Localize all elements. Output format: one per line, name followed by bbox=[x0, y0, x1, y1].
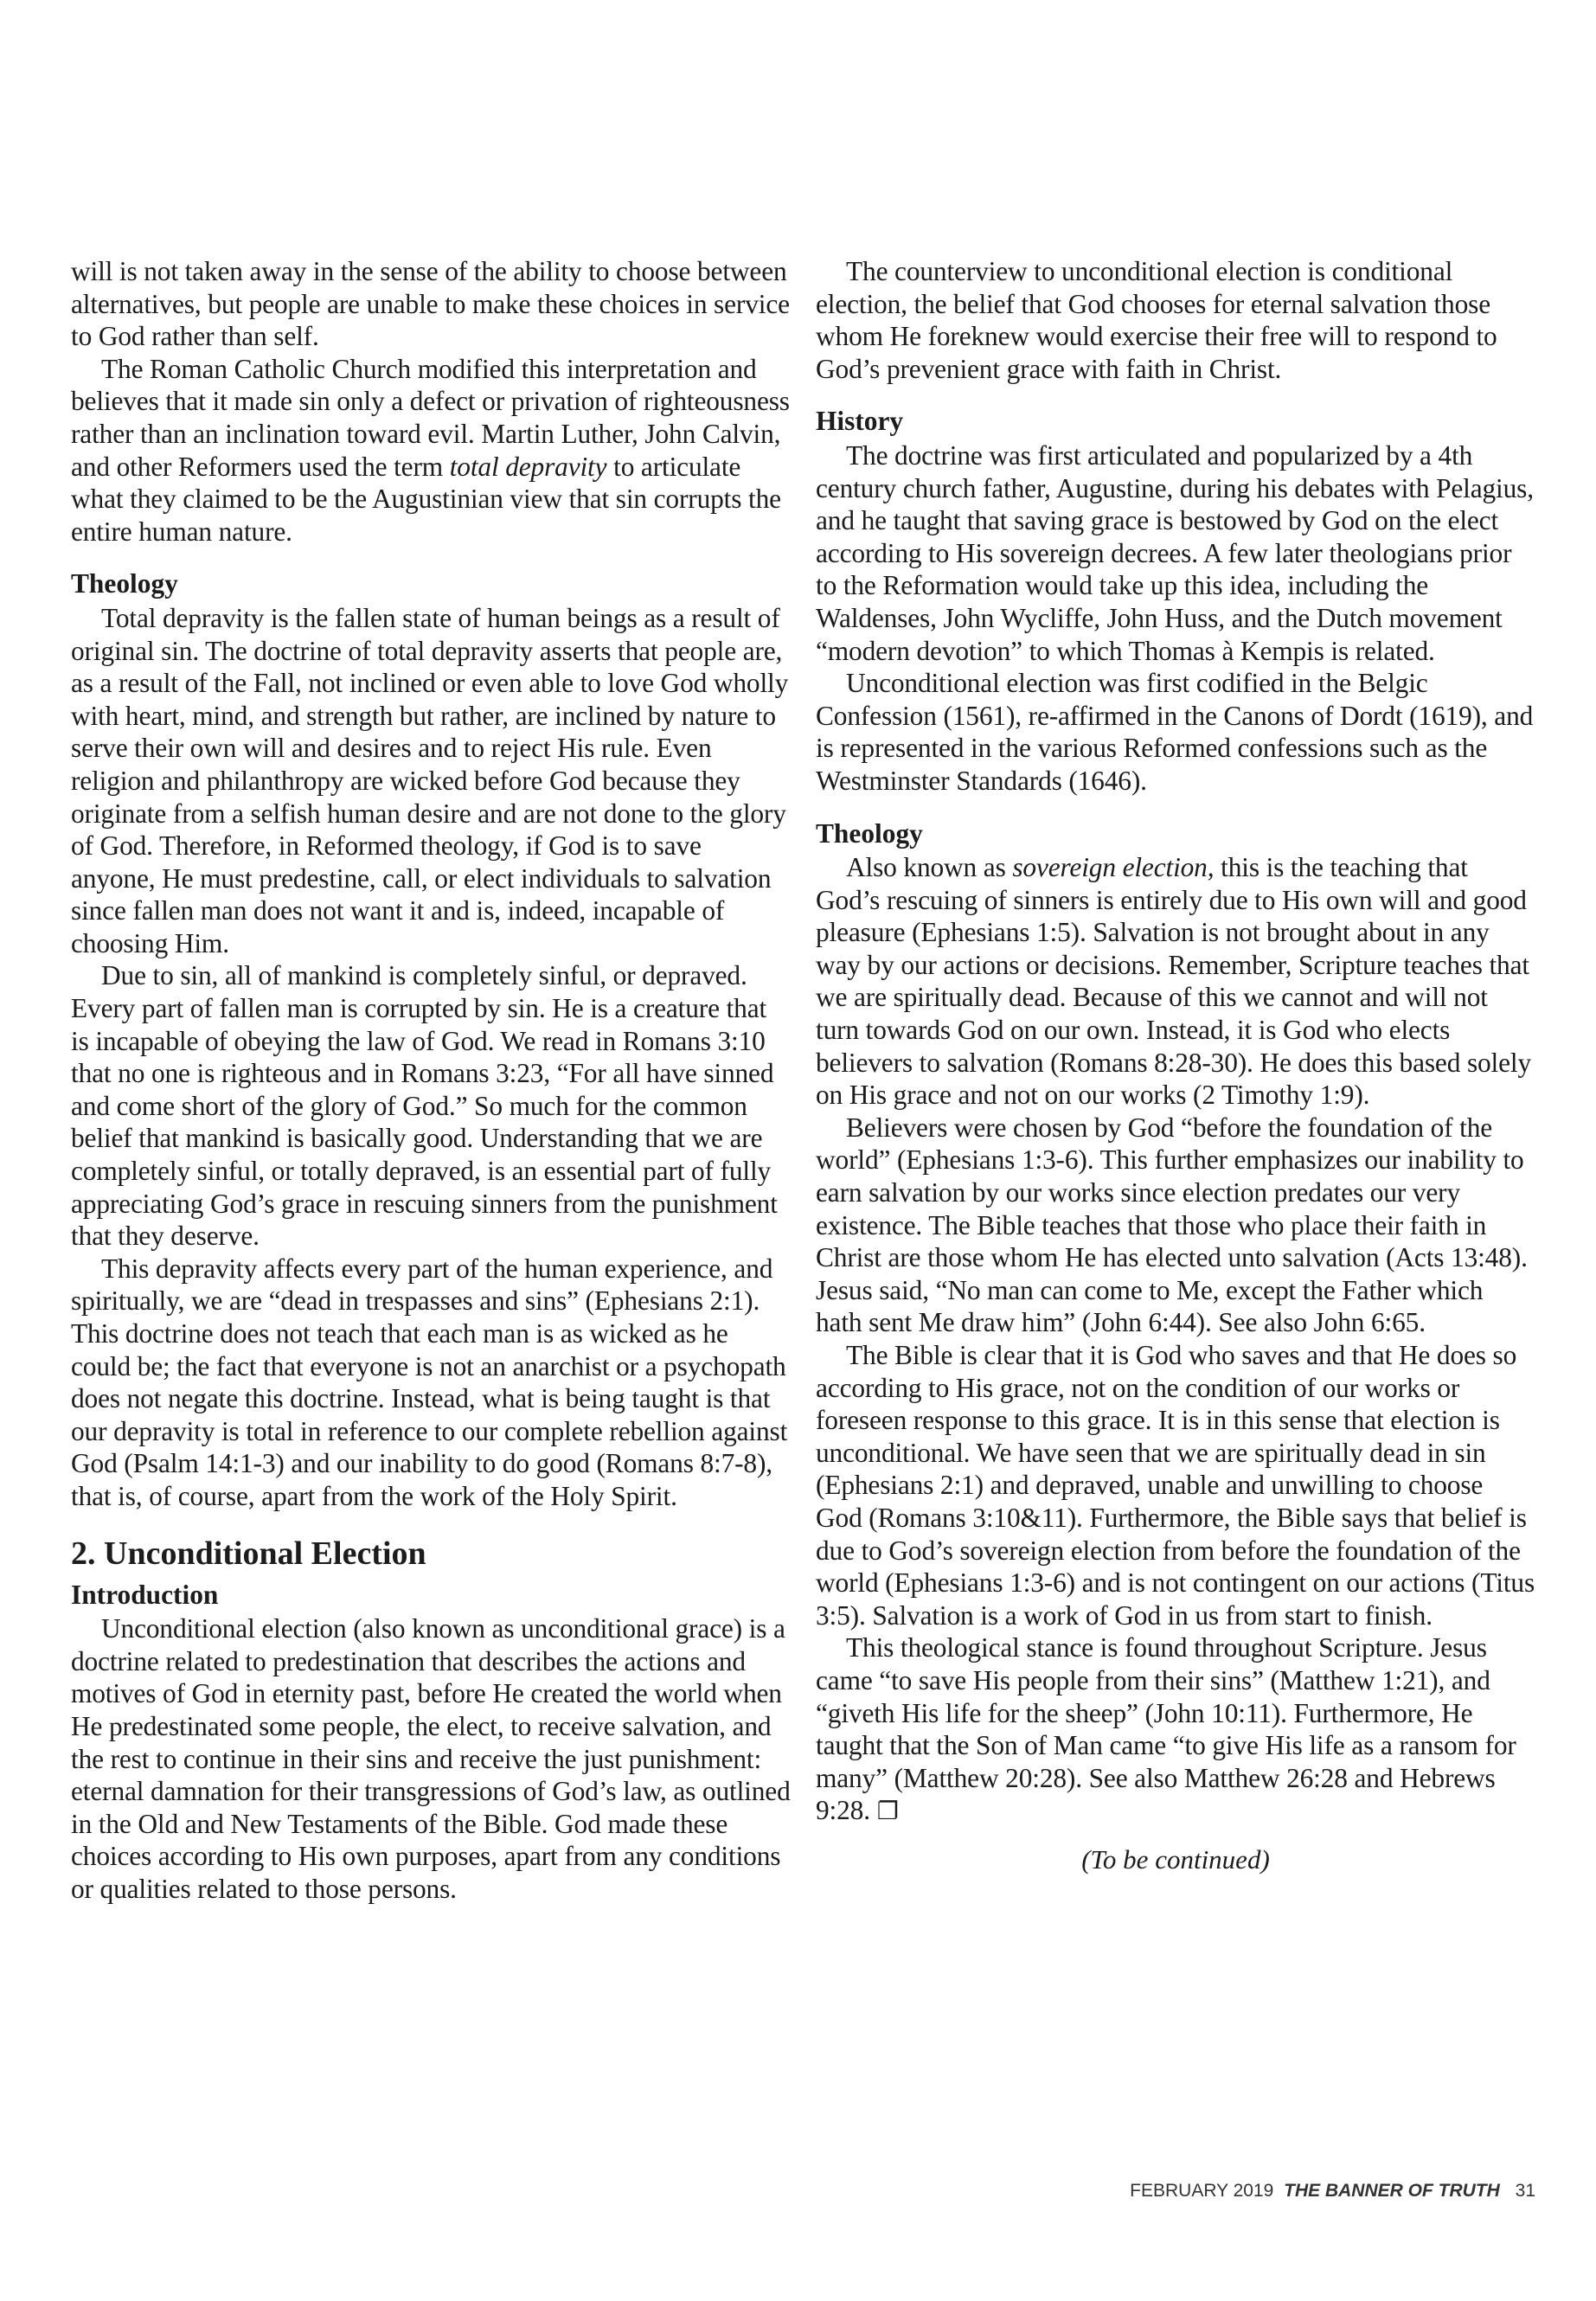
se-emphasis: sovereign election, bbox=[1012, 852, 1215, 883]
rc-text-before: The Roman Catholic Church modified this interpretation and believes that it made sin only a defect or privation of righteousness rather than an inclination toward evil. Martin Luther, John Calvin, and other Reformers used the term bbox=[71, 353, 790, 482]
rc-emphasis: total depravity bbox=[449, 451, 607, 482]
magazine-title: THE BANNER OF TRUTH bbox=[1284, 2181, 1500, 2201]
theology-paragraph-3: The Bible is clear that it is God who saves and that He does so according to His grace, not on the condition of our works or foreseen response to this grace. It is in this sense that election is unconditional. We have seen that we are spiritually dead in sin (Ephesians 2:1) and depraved, unable and unwilling to choose God (Romans 3:10&11). Furthermore, the Bible says that belief is due to God’s sovereign election from before the foundation of the world (Ephesians 1:3-6) and is not contingent on our actions (Titus 3:5). Salvation is a work of God in us from start to finish. bbox=[816, 1340, 1535, 1631]
total-depravity-paragraph-2: Due to sin, all of mankind is completely sinful, or depraved. Every part of fallen man is corrupted by sin. He is a creature that is incapable of obeying the law of God. We read in Romans 3:10 that no one is righteous and in Romans 3:23, “For all have sinned and come short of the glory of God.” So much for the common belief that mankind is basically good. Understanding that we are completely sinful, or totally depraved, is an essential part of fully appreciating God’s grace in rescuing sinners from the punishment that they deserve. bbox=[71, 960, 778, 1252]
theology-paragraph-4 bbox=[816, 1631, 1535, 1828]
history-paragraph-1: The doctrine was first articulated and popularized by a 4th century church father, Augustine, during his debates with Pelagius, and he taught that saving grace is bestowed by God on the elect according to His sovereign decrees. A few later theologians prior to the Reformation would take up this idea, including the Waldenses, John Wycliffe, John Huss, and the Dutch movement “modern devotion” to which Thomas à Kempis is related. bbox=[816, 439, 1534, 666]
theology-heading-right: Theology bbox=[816, 817, 923, 849]
history-paragraph-2: Unconditional election was first codified in the Belgic Confession (1561), re-affirmed in the Canons of Dordt (1619), and is represented in the various Reformed confessions such as the Westminster Standards (1646). bbox=[816, 668, 1534, 796]
sovereign-election-paragraph bbox=[816, 851, 1535, 1112]
introduction-heading: Introduction bbox=[71, 1579, 219, 1610]
section-heading: 2. Unconditional Election bbox=[71, 1535, 426, 1572]
theology-paragraph-2: Believers were chosen by God “before the foundation of the world” (Ephesians 1:3-6). This further emphasizes our inability to earn salvation by our works since election predates our very existence. The Bible teaches that those who place their faith in Christ are those whom He has elected unto salvation (Acts 13:48). Jesus said, “No man can come to Me, except the Father which hath sent Me draw him” (John 6:44). See also John 6:65. bbox=[816, 1112, 1528, 1338]
unconditional-election-intro-paragraph: Unconditional election (also known as unconditional grace) is a doctrine related to predestination that describes the actions and motives of God in eternity past, before He created the world when He predestinated some people, the elect, to receive salvation, and the rest to continue in their sins and receive the just punishment: eternal damnation for their transgressions of God’s law, as outlined in the Old and New Testaments of the Bible. God made these choices according to His own purposes, apart from any conditions or qualities related to those persons. bbox=[71, 1613, 791, 1904]
page-footer bbox=[1130, 2181, 1535, 2202]
history-heading: History bbox=[816, 406, 904, 437]
se-text-before: Also known as bbox=[846, 852, 1013, 883]
left-column bbox=[71, 255, 791, 1906]
page-number: 31 bbox=[1515, 2181, 1535, 2201]
total-depravity-paragraph-3: This depravity affects every part of the human experience, and spiritually, we are “dead in trespasses and sins” (Ephesians 2:1). This doctrine does not teach that each man is as wicked as he could be; the fact that everyone is not an anarchist or a psychopath does not negate this doctrine. Instead, what is being taught is that our depravity is total in reference to our complete rebellion against God (Psalm 14:1-3) and our inability to do good (Romans 8:7-8), that is, of course, apart from the work of the Holy Spirit. bbox=[71, 1253, 788, 1511]
to-be-continued: (To be continued) bbox=[1081, 1843, 1270, 1875]
opening-paragraph: will is not taken away in the sense of the ability to choose between alternatives, but people are unable to make these choices in service to God rather than self. bbox=[71, 256, 790, 352]
roman-catholic-paragraph bbox=[71, 353, 791, 548]
total-depravity-paragraph-1: Total depravity is the fallen state of human beings as a result of original sin. The doctrine of total depravity asserts that people are, as a result of the Fall, not inclined or even able to love God wholly with heart, mind, and strength but rather, are inclined by nature to serve their own will and desires and to reject His rule. Even religion and philanthropy are wicked before God because they originate from a selfish human desire and are not done to the glory of God. Therefore, in Reformed theology, if God is to save anyone, He must predestine, call, or elect individuals to salvation since fallen man does not want it and is, indeed, incapable of choosing Him. bbox=[71, 602, 789, 958]
theology-heading-left: Theology bbox=[71, 568, 178, 599]
issue-date: FEBRUARY 2019 bbox=[1130, 2181, 1274, 2201]
theology-paragraph-4-text: This theological stance is found throughout Scripture. Jesus came “to save His people from their sins” (Matthew 1:21), and “giveth His life for the sheep” (John 10:11). Furthermore, He taught that the Son of Man came “to give His life as a ransom for many” (Matthew 20:28). See also Matthew 26:28 and Hebrews 9:28. bbox=[816, 1632, 1516, 1826]
counterview-paragraph: The counterview to unconditional election is conditional election, the belief that God chooses for eternal salvation those whom He foreknew would exercise their free will to respond to God’s prevenient grace with faith in Christ. bbox=[816, 256, 1497, 384]
se-text-after: this is the teaching that God’s rescuing of sinners is entirely due to His own will and good pleasure (Ephesians 1:5). Salvation is not brought about in any way by our actions or decisions. Remember, Scripture teaches that we are spiritually dead. Because of this we cannot and will not turn towards God on our own. Instead, it is God who elects believers to salvation (Romans 8:28-30). He does this based solely on His grace and not on our works (2 Timothy 1:9). bbox=[816, 852, 1532, 1111]
right-column bbox=[816, 255, 1535, 1875]
rc-text-after: to articulate what they claimed to be the Augustinian view that sin corrupts the entire human nature. bbox=[71, 451, 781, 547]
end-mark-icon: ❐ bbox=[876, 1797, 899, 1826]
